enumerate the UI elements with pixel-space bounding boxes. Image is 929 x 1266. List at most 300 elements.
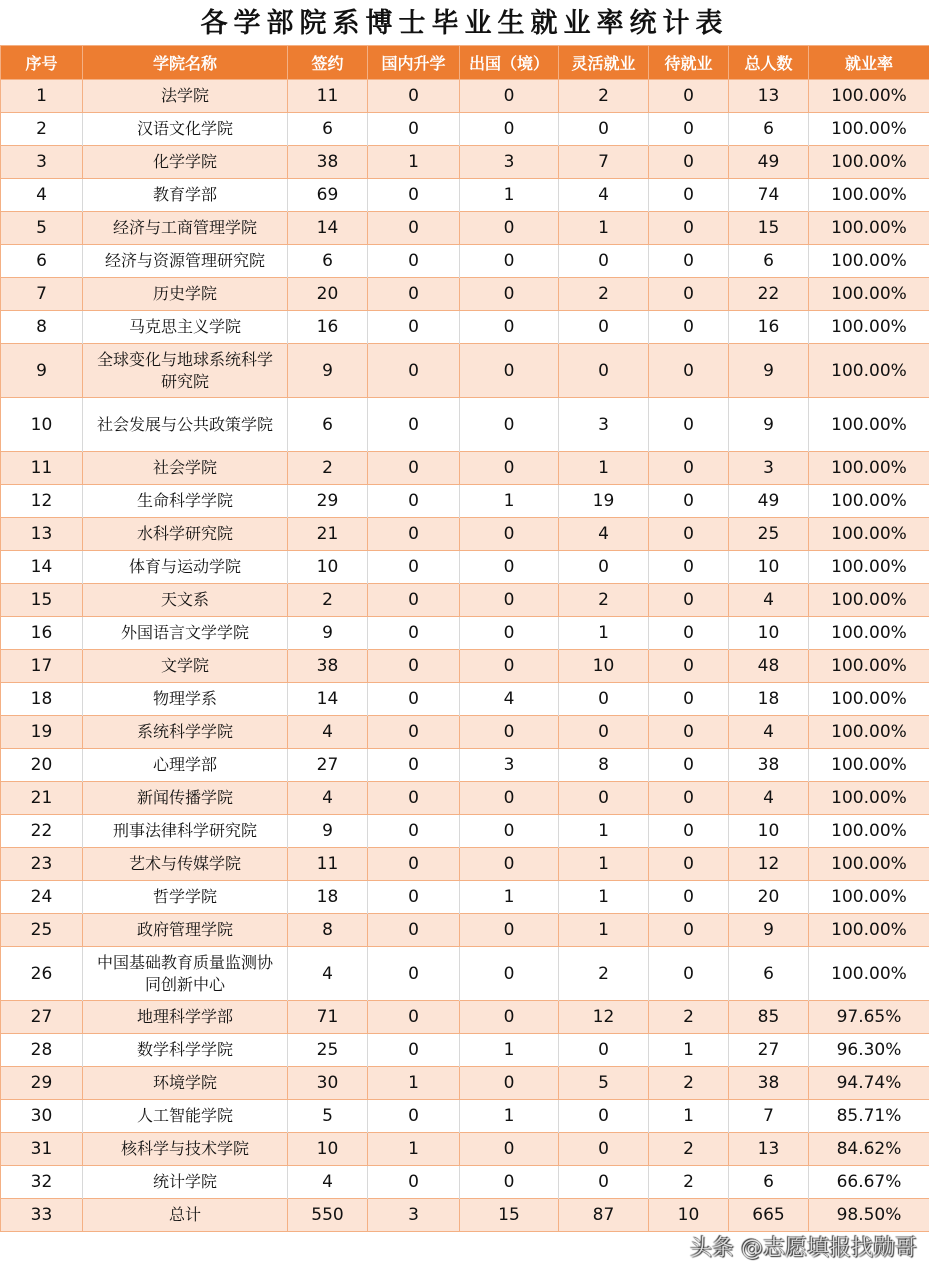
table-cell: 0	[649, 947, 729, 1001]
table-cell: 10	[559, 650, 649, 683]
table-row	[1, 848, 929, 881]
table-cell: 0	[559, 782, 649, 815]
table-cell: 85.71%	[809, 1100, 929, 1133]
table-cell: 1	[559, 881, 649, 914]
table-cell: 0	[368, 551, 460, 584]
table-cell: 0	[368, 212, 460, 245]
table-cell: 100.00%	[809, 398, 929, 452]
table-cell: 0	[559, 716, 649, 749]
table-cell: 71	[288, 1001, 368, 1034]
table-cell: 核科学与技术学院	[83, 1133, 288, 1166]
table-cell: 8	[288, 914, 368, 947]
table-cell: 16	[1, 617, 83, 650]
table-cell: 8	[559, 749, 649, 782]
table-cell: 69	[288, 179, 368, 212]
table-cell: 2	[1, 113, 83, 146]
table-row	[1, 782, 929, 815]
table-row	[1, 80, 929, 113]
table-cell: 18	[288, 881, 368, 914]
table-cell: 外国语言文学学院	[83, 617, 288, 650]
table-cell: 人工智能学院	[83, 1100, 288, 1133]
table-cell: 3	[729, 452, 809, 485]
table-cell: 1	[460, 179, 559, 212]
table-cell: 0	[368, 617, 460, 650]
table-cell: 0	[368, 398, 460, 452]
table-cell: 100.00%	[809, 452, 929, 485]
table-cell: 0	[649, 782, 729, 815]
table-row	[1, 1100, 929, 1133]
table-row	[1, 146, 929, 179]
table-cell: 0	[368, 584, 460, 617]
table-cell: 4	[288, 716, 368, 749]
table-row	[1, 1067, 929, 1100]
table-cell: 0	[649, 848, 729, 881]
table-cell: 4	[288, 947, 368, 1001]
table-cell: 100.00%	[809, 551, 929, 584]
table-cell: 天文系	[83, 584, 288, 617]
table-cell: 0	[460, 1067, 559, 1100]
table-row	[1, 1166, 929, 1199]
table-cell: 0	[559, 344, 649, 398]
table-cell: 32	[1, 1166, 83, 1199]
table-cell: 0	[460, 650, 559, 683]
table-cell: 0	[368, 815, 460, 848]
table-cell: 0	[460, 80, 559, 113]
table-cell: 0	[649, 914, 729, 947]
table-row	[1, 1133, 929, 1166]
table-cell: 0	[649, 716, 729, 749]
table-cell: 系统科学学院	[83, 716, 288, 749]
table-cell: 4	[288, 782, 368, 815]
column-header: 灵活就业	[559, 46, 649, 80]
table-cell: 28	[1, 1034, 83, 1067]
table-cell: 49	[729, 485, 809, 518]
table-cell: 哲学学院	[83, 881, 288, 914]
table-cell: 0	[368, 278, 460, 311]
table-cell: 38	[288, 146, 368, 179]
table-cell: 49	[729, 146, 809, 179]
table-cell: 9	[729, 344, 809, 398]
table-cell: 0	[368, 80, 460, 113]
table-cell: 14	[288, 683, 368, 716]
table-cell: 2	[649, 1166, 729, 1199]
table-cell: 100.00%	[809, 848, 929, 881]
table-cell: 84.62%	[809, 1133, 929, 1166]
table-cell: 0	[559, 551, 649, 584]
table-cell: 0	[368, 113, 460, 146]
table-cell: 11	[288, 80, 368, 113]
table-cell: 13	[729, 80, 809, 113]
table-cell: 0	[649, 146, 729, 179]
table-cell: 0	[368, 716, 460, 749]
table-cell: 17	[1, 650, 83, 683]
table-cell: 0	[460, 398, 559, 452]
table-cell: 0	[460, 212, 559, 245]
table-cell: 4	[729, 782, 809, 815]
table-cell: 1	[460, 1100, 559, 1133]
table-cell: 14	[1, 551, 83, 584]
table-cell: 12	[729, 848, 809, 881]
table-cell: 100.00%	[809, 245, 929, 278]
table-cell: 0	[559, 311, 649, 344]
table-cell: 29	[1, 1067, 83, 1100]
table-cell: 100.00%	[809, 113, 929, 146]
table-cell: 0	[649, 344, 729, 398]
table-cell: 0	[460, 848, 559, 881]
table-cell: 0	[368, 518, 460, 551]
table-cell: 100.00%	[809, 914, 929, 947]
table-row	[1, 212, 929, 245]
table-cell: 1	[1, 80, 83, 113]
table-cell: 0	[460, 914, 559, 947]
table-cell: 1	[460, 1034, 559, 1067]
table-cell: 10	[288, 1133, 368, 1166]
table-row	[1, 815, 929, 848]
table-cell: 0	[460, 947, 559, 1001]
table-cell: 22	[1, 815, 83, 848]
table-cell: 100.00%	[809, 80, 929, 113]
table-row	[1, 551, 929, 584]
table-cell: 14	[288, 212, 368, 245]
table-cell: 29	[288, 485, 368, 518]
column-header: 就业率	[809, 46, 929, 80]
table-cell: 心理学部	[83, 749, 288, 782]
table-cell: 法学院	[83, 80, 288, 113]
table-cell: 全球变化与地球系统科学研究院	[83, 344, 288, 398]
table-cell: 2	[288, 584, 368, 617]
table-cell: 刑事法律科学研究院	[83, 815, 288, 848]
table-row	[1, 683, 929, 716]
table-cell: 9	[288, 344, 368, 398]
table-cell: 0	[649, 749, 729, 782]
table-cell: 0	[649, 311, 729, 344]
table-cell: 0	[649, 518, 729, 551]
table-cell: 2	[559, 584, 649, 617]
table-cell: 0	[368, 848, 460, 881]
table-cell: 100.00%	[809, 617, 929, 650]
column-header: 序号	[1, 46, 83, 80]
table-cell: 0	[368, 650, 460, 683]
table-cell: 100.00%	[809, 212, 929, 245]
table-cell: 3	[460, 749, 559, 782]
table-cell: 0	[460, 551, 559, 584]
table-row	[1, 179, 929, 212]
table-cell: 1	[559, 815, 649, 848]
table-cell: 6	[729, 947, 809, 1001]
table-cell: 21	[1, 782, 83, 815]
table-cell: 100.00%	[809, 947, 929, 1001]
table-cell: 12	[559, 1001, 649, 1034]
table-cell: 统计学院	[83, 1166, 288, 1199]
table-cell: 1	[649, 1100, 729, 1133]
table-cell: 2	[649, 1001, 729, 1034]
table-cell: 6	[729, 245, 809, 278]
table-cell: 10	[649, 1199, 729, 1232]
table-cell: 665	[729, 1199, 809, 1232]
table-cell: 100.00%	[809, 485, 929, 518]
table-cell: 10	[288, 551, 368, 584]
table-cell: 10	[729, 815, 809, 848]
table-cell: 0	[460, 278, 559, 311]
table-cell: 新闻传播学院	[83, 782, 288, 815]
table-cell: 33	[1, 1199, 83, 1232]
table-cell: 100.00%	[809, 584, 929, 617]
table-cell: 3	[368, 1199, 460, 1232]
table-cell: 4	[729, 584, 809, 617]
table-cell: 0	[368, 947, 460, 1001]
table-cell: 9	[1, 344, 83, 398]
table-cell: 0	[460, 344, 559, 398]
table-cell: 0	[649, 179, 729, 212]
total-row	[1, 1199, 929, 1232]
table-row	[1, 881, 929, 914]
table-cell: 48	[729, 650, 809, 683]
table-cell: 20	[1, 749, 83, 782]
table-cell: 4	[559, 518, 649, 551]
table-cell: 15	[729, 212, 809, 245]
table-cell: 15	[460, 1199, 559, 1232]
table-cell: 0	[559, 245, 649, 278]
table-cell: 环境学院	[83, 1067, 288, 1100]
table-row	[1, 452, 929, 485]
table-cell: 社会学院	[83, 452, 288, 485]
table-cell: 文学院	[83, 650, 288, 683]
column-header: 出国（境）	[460, 46, 559, 80]
table-cell: 0	[368, 881, 460, 914]
table-cell: 0	[649, 881, 729, 914]
column-header: 待就业	[649, 46, 729, 80]
table-cell: 97.65%	[809, 1001, 929, 1034]
table-cell: 0	[649, 551, 729, 584]
table-cell: 0	[460, 1001, 559, 1034]
column-header: 国内升学	[368, 46, 460, 80]
table-cell: 0	[368, 311, 460, 344]
table-cell: 0	[559, 1034, 649, 1067]
table-cell: 地理科学学部	[83, 1001, 288, 1034]
table-cell: 5	[1, 212, 83, 245]
table-cell: 4	[729, 716, 809, 749]
table-cell: 11	[1, 452, 83, 485]
table-row	[1, 947, 929, 1001]
table-cell: 0	[368, 452, 460, 485]
employment-table	[0, 45, 929, 1232]
table-cell: 18	[1, 683, 83, 716]
table-cell: 0	[368, 1034, 460, 1067]
table-cell: 22	[729, 278, 809, 311]
table-cell: 0	[460, 1133, 559, 1166]
table-cell: 化学学院	[83, 146, 288, 179]
table-cell: 0	[649, 398, 729, 452]
table-cell: 0	[649, 683, 729, 716]
table-cell: 23	[1, 848, 83, 881]
table-cell: 100.00%	[809, 749, 929, 782]
table-cell: 体育与运动学院	[83, 551, 288, 584]
table-cell: 4	[460, 683, 559, 716]
table-cell: 87	[559, 1199, 649, 1232]
table-cell: 0	[368, 1166, 460, 1199]
column-header: 总人数	[729, 46, 809, 80]
table-cell: 0	[368, 344, 460, 398]
table-cell: 3	[1, 146, 83, 179]
table-cell: 0	[649, 80, 729, 113]
table-cell: 总计	[83, 1199, 288, 1232]
table-cell: 20	[288, 278, 368, 311]
table-cell: 19	[559, 485, 649, 518]
table-cell: 2	[559, 80, 649, 113]
table-cell: 94.74%	[809, 1067, 929, 1100]
table-cell: 0	[368, 485, 460, 518]
table-cell: 6	[288, 398, 368, 452]
table-cell: 19	[1, 716, 83, 749]
table-row	[1, 1034, 929, 1067]
table-cell: 18	[729, 683, 809, 716]
table-cell: 0	[649, 584, 729, 617]
table-cell: 0	[649, 617, 729, 650]
table-cell: 0	[368, 683, 460, 716]
table-cell: 10	[729, 617, 809, 650]
table-cell: 1	[559, 452, 649, 485]
table-cell: 7	[559, 146, 649, 179]
table-cell: 2	[649, 1133, 729, 1166]
table-cell: 0	[460, 782, 559, 815]
table-cell: 2	[288, 452, 368, 485]
table-cell: 100.00%	[809, 881, 929, 914]
table-row	[1, 344, 929, 398]
table-cell: 社会发展与公共政策学院	[83, 398, 288, 452]
watermark: 头条 @志愿填报找勋哥	[0, 1232, 929, 1266]
table-cell: 100.00%	[809, 311, 929, 344]
table-cell: 马克思主义学院	[83, 311, 288, 344]
table-cell: 0	[368, 179, 460, 212]
table-cell: 0	[649, 485, 729, 518]
table-cell: 1	[559, 914, 649, 947]
table-cell: 9	[729, 398, 809, 452]
table-row	[1, 398, 929, 452]
table-cell: 27	[288, 749, 368, 782]
table-cell: 10	[729, 551, 809, 584]
table-header	[1, 46, 929, 80]
table-cell: 5	[559, 1067, 649, 1100]
table-cell: 0	[368, 245, 460, 278]
table-cell: 0	[559, 1166, 649, 1199]
table-cell: 100.00%	[809, 278, 929, 311]
table-cell: 100.00%	[809, 650, 929, 683]
table-cell: 1	[559, 617, 649, 650]
table-cell: 0	[460, 1166, 559, 1199]
column-header: 签约	[288, 46, 368, 80]
table-cell: 0	[460, 311, 559, 344]
table-cell: 生命科学学院	[83, 485, 288, 518]
table-cell: 0	[460, 245, 559, 278]
table-cell: 1	[460, 485, 559, 518]
table-row	[1, 518, 929, 551]
table-cell: 10	[1, 398, 83, 452]
table-row	[1, 278, 929, 311]
table-cell: 0	[649, 212, 729, 245]
table-cell: 0	[649, 113, 729, 146]
table-cell: 0	[460, 518, 559, 551]
table-cell: 30	[1, 1100, 83, 1133]
table-cell: 74	[729, 179, 809, 212]
page-title: 各学部院系博士毕业生就业率统计表	[0, 0, 929, 45]
table-cell: 27	[729, 1034, 809, 1067]
table-row	[1, 749, 929, 782]
table-cell: 4	[559, 179, 649, 212]
table-cell: 物理学系	[83, 683, 288, 716]
table-cell: 历史学院	[83, 278, 288, 311]
table-row	[1, 485, 929, 518]
table-cell: 0	[368, 749, 460, 782]
table-cell: 21	[288, 518, 368, 551]
table-cell: 3	[559, 398, 649, 452]
table-cell: 0	[559, 683, 649, 716]
table-cell: 0	[460, 617, 559, 650]
table-row	[1, 584, 929, 617]
table-cell: 0	[559, 1133, 649, 1166]
table-cell: 0	[368, 1001, 460, 1034]
table-cell: 13	[729, 1133, 809, 1166]
table-cell: 6	[729, 113, 809, 146]
column-header: 学院名称	[83, 46, 288, 80]
table-row	[1, 311, 929, 344]
table-cell: 0	[460, 815, 559, 848]
table-cell: 0	[368, 914, 460, 947]
table-cell: 1	[368, 1067, 460, 1100]
table-cell: 汉语文化学院	[83, 113, 288, 146]
table-cell: 9	[288, 815, 368, 848]
table-cell: 6	[729, 1166, 809, 1199]
table-cell: 100.00%	[809, 782, 929, 815]
table-cell: 25	[1, 914, 83, 947]
table-cell: 3	[460, 146, 559, 179]
table-row	[1, 245, 929, 278]
table-cell: 4	[288, 1166, 368, 1199]
table-cell: 0	[368, 782, 460, 815]
table-cell: 0	[649, 452, 729, 485]
table-cell: 6	[1, 245, 83, 278]
table-cell: 1	[649, 1034, 729, 1067]
table-cell: 7	[729, 1100, 809, 1133]
table-cell: 0	[559, 113, 649, 146]
table-cell: 1	[559, 848, 649, 881]
table-cell: 经济与资源管理研究院	[83, 245, 288, 278]
table-row	[1, 650, 929, 683]
table-cell: 66.67%	[809, 1166, 929, 1199]
table-cell: 0	[460, 716, 559, 749]
table-cell: 8	[1, 311, 83, 344]
table-cell: 100.00%	[809, 179, 929, 212]
table-cell: 中国基础教育质量监测协同创新中心	[83, 947, 288, 1001]
table-cell: 30	[288, 1067, 368, 1100]
table-cell: 100.00%	[809, 815, 929, 848]
table-cell: 38	[729, 1067, 809, 1100]
table-row	[1, 716, 929, 749]
table-cell: 经济与工商管理学院	[83, 212, 288, 245]
table-cell: 16	[288, 311, 368, 344]
table-cell: 0	[649, 650, 729, 683]
table-cell: 25	[729, 518, 809, 551]
table-cell: 0	[649, 245, 729, 278]
table-cell: 27	[1, 1001, 83, 1034]
table-cell: 0	[368, 1100, 460, 1133]
table-cell: 2	[559, 947, 649, 1001]
table-cell: 6	[288, 245, 368, 278]
table-cell: 96.30%	[809, 1034, 929, 1067]
table-cell: 9	[729, 914, 809, 947]
table-cell: 13	[1, 518, 83, 551]
table-cell: 0	[559, 1100, 649, 1133]
table-cell: 38	[729, 749, 809, 782]
